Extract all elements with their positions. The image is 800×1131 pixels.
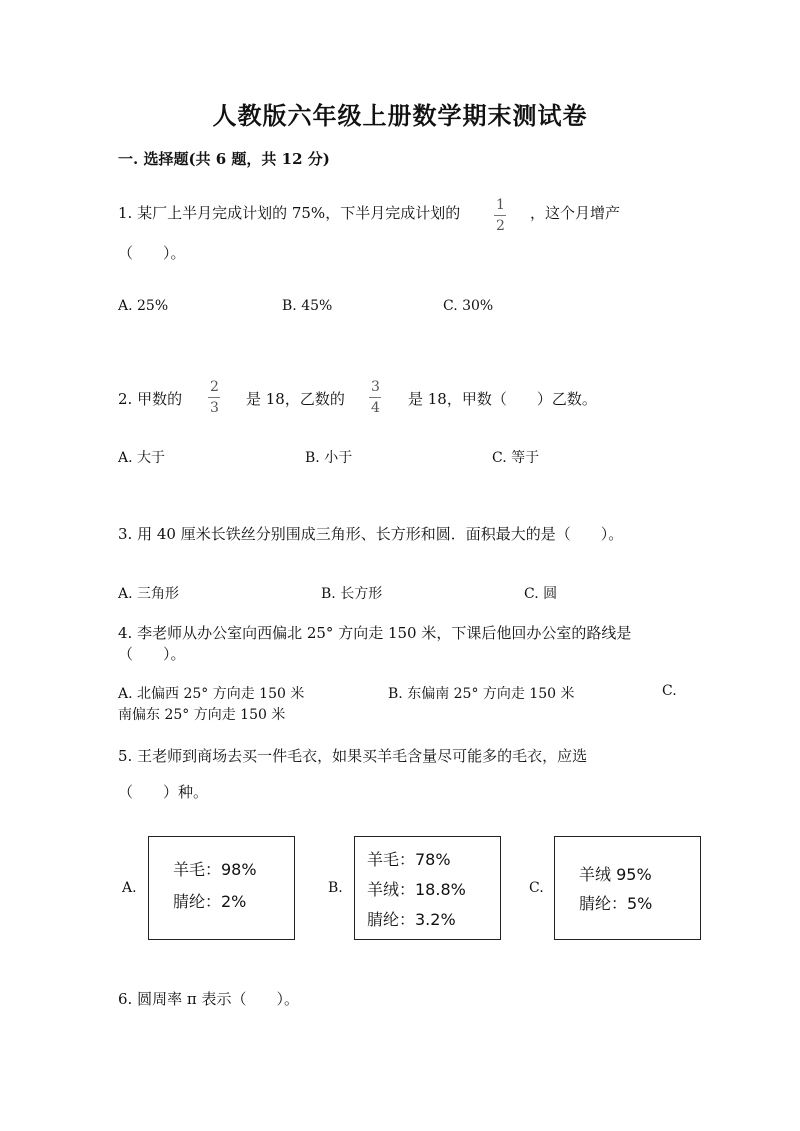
q5-box-a <box>148 836 295 940</box>
q3-option-a: A. 三角形 <box>118 586 180 602</box>
q6-text: 6. 圆周率 π 表示（ ）。 <box>118 990 299 1008</box>
q2-fraction-2-denominator: 4 <box>371 400 380 416</box>
q5-answer-paren: （ ）种。 <box>118 783 209 801</box>
q1-answer-paren: （ ）。 <box>118 244 186 262</box>
q4-answer-paren: （ ）。 <box>118 645 186 663</box>
q1-fraction <box>494 198 507 233</box>
q1-fraction-bar <box>494 215 506 216</box>
q3-option-c: C. 圆 <box>524 586 558 602</box>
q2-fraction-1-numerator: 2 <box>210 379 219 395</box>
q2-fraction-2-numerator: 3 <box>371 379 380 395</box>
q2-text-b: 是 18，乙数的 <box>246 390 345 408</box>
q2-fraction-2-bar <box>369 397 381 398</box>
q5-box-c-line-1: 羊绒 95% <box>579 865 652 884</box>
q3-text: 3. 用 40 厘米长铁丝分别围成三角形、长方形和圆．面积最大的是（ ）。 <box>118 525 624 543</box>
q5-box-a-line-1: 羊毛：98% <box>173 860 257 879</box>
section-heading: 一. 选择题(共 6 题，共 12 分) <box>118 150 330 168</box>
q1-text-b: ，这个月增产 <box>530 204 621 222</box>
page-title: 人教版六年级上册数学期末测试卷 <box>212 101 588 130</box>
q5-box-c-line-2: 腈纶：5% <box>579 894 653 913</box>
q2-option-b: B. 小于 <box>305 450 353 466</box>
q1-option-b: B. 45% <box>282 298 333 314</box>
q4-text: 4. 李老师从办公室向西偏北 25° 方向走 150 米，下课后他回办公室的路线是 <box>118 624 632 642</box>
q2-option-c: C. 等于 <box>492 450 540 466</box>
q2-text-a: 2. 甲数的 <box>118 390 183 408</box>
q2-fraction-1-bar <box>208 397 220 398</box>
q1-fraction-numerator: 1 <box>496 197 505 213</box>
q4-option-c: C. <box>662 683 677 699</box>
q5-label-a: A. <box>122 880 137 896</box>
q1-fraction-denominator: 2 <box>496 218 505 234</box>
q5-box-b-line-1: 羊毛：78% <box>367 850 451 869</box>
q4-option-b: B. 东偏南 25° 方向走 150 米 <box>388 686 575 702</box>
q4-option-c-continued: 南偏东 25° 方向走 150 米 <box>118 707 286 723</box>
q5-box-b-line-2: 羊绒：18.8% <box>367 880 466 899</box>
q2-option-a: A. 大于 <box>118 450 166 466</box>
q1-option-a: A. 25% <box>118 298 169 314</box>
q1-option-c: C. 30% <box>443 298 494 314</box>
q4-option-a: A. 北偏西 25° 方向走 150 米 <box>118 686 305 702</box>
q3-option-b: B. 长方形 <box>321 586 383 602</box>
q5-box-a-line-2: 腈纶：2% <box>173 892 247 911</box>
q5-box-c <box>554 836 701 940</box>
q2-text-c: 是 18，甲数（ ）乙数。 <box>408 390 597 408</box>
q5-box-b <box>354 836 501 940</box>
q5-label-c: C. <box>529 880 544 896</box>
q2-fraction-1-denominator: 3 <box>210 400 219 416</box>
q5-label-b: B. <box>328 880 343 896</box>
q2-fraction-1 <box>208 380 221 415</box>
q2-fraction-2 <box>369 380 382 415</box>
q1-text-a: 1. 某厂上半月完成计划的 75%，下半月完成计划的 <box>118 204 461 222</box>
q5-box-b-line-3: 腈纶：3.2% <box>367 910 456 929</box>
q5-text: 5. 王老师到商场去买一件毛衣，如果买羊毛含量尽可能多的毛衣，应选 <box>118 747 588 765</box>
